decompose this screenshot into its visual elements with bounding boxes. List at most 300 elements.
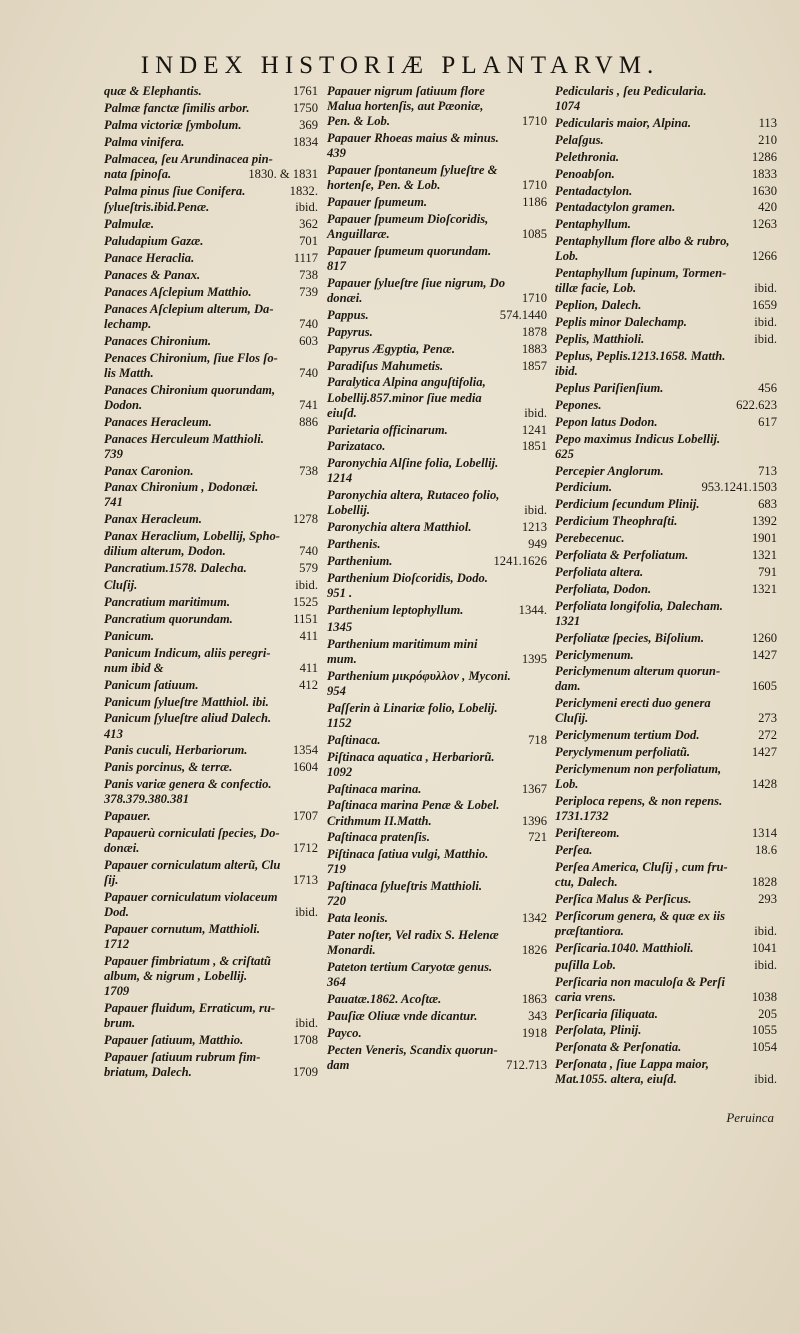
entry-page-number: ibid. bbox=[295, 905, 318, 920]
entry-page-number: 1354 bbox=[292, 743, 318, 758]
entry-term: 1345 bbox=[327, 619, 353, 634]
entry-page-number: 1151 bbox=[293, 611, 318, 626]
index-entry bbox=[104, 809, 318, 824]
index-entry bbox=[555, 497, 777, 512]
entry-page-number: 1427 bbox=[751, 647, 777, 662]
entry-page-number: 411 bbox=[299, 660, 318, 675]
index-entry bbox=[555, 415, 777, 430]
entry-page-number: 683 bbox=[758, 497, 777, 512]
entry-page-number: 740 bbox=[299, 544, 318, 559]
entry-term: Perſea. bbox=[555, 843, 593, 857]
index-entry bbox=[555, 432, 777, 462]
entry-term: Paſtinaca pratenſis. bbox=[327, 830, 430, 845]
index-entry bbox=[555, 860, 777, 890]
entry-term: Pepones. bbox=[555, 397, 602, 412]
index-entry bbox=[555, 582, 777, 597]
entry-term: Perſicaria ſiliquata. bbox=[555, 1006, 658, 1021]
entry-page-number: 617 bbox=[758, 414, 777, 429]
entry-page-number: 886 bbox=[299, 414, 318, 429]
entry-page-number: 1832. bbox=[289, 183, 318, 198]
index-entry bbox=[104, 351, 318, 381]
index-entry bbox=[104, 760, 318, 775]
entry-term: Peplus Pariſienſium. bbox=[555, 380, 664, 395]
entry-term: Peplis minor Dalechamp. bbox=[555, 315, 687, 330]
page-header: INDEX HISTORIÆ PLANTARVM. bbox=[140, 52, 660, 79]
index-entry bbox=[555, 133, 777, 148]
index-entry bbox=[104, 285, 318, 300]
entry-term: Panax Chironium , Dodonæi. 741 bbox=[104, 480, 259, 510]
index-entry bbox=[104, 922, 318, 952]
entry-term: Penoabſon. bbox=[555, 166, 615, 181]
entry-page-number: 622.623 bbox=[736, 397, 777, 412]
entry-page-number: ibid. bbox=[754, 957, 777, 972]
index-entry bbox=[327, 276, 547, 306]
entry-term: Pecten Veneris, Scandix quorun- dam bbox=[327, 1042, 498, 1072]
entry-page-number: 1395 bbox=[521, 651, 547, 666]
entry-page-number: 1605 bbox=[751, 679, 777, 694]
entry-page-number: 603 bbox=[299, 333, 318, 348]
entry-term: Pentadactylon. bbox=[555, 183, 633, 198]
entry-term: Pauatæ.1862. Acoſtæ. bbox=[327, 992, 442, 1007]
index-entry bbox=[555, 398, 777, 413]
entry-page-number: 412 bbox=[299, 677, 318, 692]
index-entry bbox=[327, 375, 547, 420]
entry-page-number: 1213 bbox=[521, 520, 547, 535]
index-entry bbox=[104, 711, 318, 741]
entry-term: Panax Heraclium, Lobellij, Spho- dilium alterum, Dodon. bbox=[104, 529, 280, 559]
entry-term: Papyrus. bbox=[327, 324, 373, 339]
entry-term: Papauer ſpumeum. bbox=[327, 195, 428, 210]
index-entry bbox=[327, 163, 547, 193]
entry-page-number: 1321 bbox=[751, 581, 777, 596]
index-entry bbox=[555, 464, 777, 479]
entry-term: Perſicaria.1040. Matthioli. bbox=[555, 940, 694, 955]
entry-term: Pancratium maritimum. bbox=[104, 595, 230, 610]
entry-term: Perſea America, Cluſij , cum fru- ctu, Dalech. bbox=[555, 859, 728, 889]
index-entry bbox=[104, 561, 318, 576]
entry-page-number: 293 bbox=[758, 891, 777, 906]
entry-page-number: 1761 bbox=[292, 84, 318, 98]
entry-page-number: 272 bbox=[758, 728, 777, 743]
entry-term: Penaces Chironium, ſiue Flos ſo- lis Matth. bbox=[104, 350, 278, 380]
index-entry bbox=[327, 620, 547, 635]
entry-page-number: 420 bbox=[758, 200, 777, 215]
index-entry bbox=[104, 251, 318, 266]
entry-page-number: 712.713 bbox=[506, 1057, 547, 1072]
entry-term: Percepier Anglorum. bbox=[555, 463, 664, 478]
index-entry bbox=[555, 531, 777, 546]
index-entry bbox=[555, 941, 777, 956]
entry-page-number: 113 bbox=[758, 115, 777, 130]
entry-page-number: ibid. bbox=[754, 1072, 777, 1087]
index-entry bbox=[327, 637, 547, 667]
entry-term: Perdicium ſecundum Plinij. bbox=[555, 497, 700, 512]
entry-page-number: 1186 bbox=[522, 195, 547, 210]
entry-term: Parthenium. bbox=[327, 554, 393, 569]
entry-term: Paronychia Alſine folia, Lobellij. 1214 bbox=[327, 456, 499, 486]
index-entry bbox=[327, 244, 547, 274]
entry-term: Papauer ſpontaneum ſylueſtre & hortenſe, Pen. & Lob. bbox=[327, 163, 498, 193]
entry-page-number: 1342 bbox=[521, 911, 547, 926]
entry-term: Perfoliata & Perfoliatum. bbox=[555, 547, 689, 562]
index-entry bbox=[327, 879, 547, 909]
index-entry bbox=[555, 696, 777, 726]
entry-term: Perſonata & Perſonatia. bbox=[555, 1040, 682, 1055]
entry-term: Perfoliata, Dodon. bbox=[555, 581, 652, 596]
entry-term: Pentaphyllum ſupinum, Tormen- tillæ facie, Lob. bbox=[555, 266, 727, 296]
entry-term: Papauer Rhoeas maius & minus. 439 bbox=[327, 131, 499, 161]
entry-page-number: 1901 bbox=[751, 531, 777, 546]
index-entry bbox=[327, 733, 547, 748]
entry-term: Periſtereom. bbox=[555, 826, 620, 841]
entry-term: Pepon latus Dodon. bbox=[555, 414, 658, 429]
entry-term: Paronychia altera Matthiol. bbox=[327, 520, 472, 535]
entry-page-number: 1604 bbox=[292, 760, 318, 775]
index-entry bbox=[327, 1026, 547, 1041]
index-entry bbox=[327, 782, 547, 797]
entry-page-number: ibid. bbox=[524, 405, 547, 420]
entry-term: Perfoliata longifolia, Dalecham. 1321 bbox=[555, 598, 723, 628]
index-entry bbox=[104, 578, 318, 593]
index-entry bbox=[104, 135, 318, 150]
entry-term: Papauer corniculatum violaceum Dod. bbox=[104, 890, 278, 920]
index-entry bbox=[104, 118, 318, 133]
index-entry bbox=[555, 794, 777, 824]
index-entry bbox=[104, 432, 318, 462]
entry-page-number: 1750 bbox=[292, 100, 318, 115]
entry-page-number: 205 bbox=[758, 1006, 777, 1021]
index-entry bbox=[555, 266, 777, 296]
entry-term: Perfoliatæ ſpecies, Biſolium. bbox=[555, 630, 705, 645]
entry-page-number: 1918 bbox=[521, 1025, 547, 1040]
index-entry bbox=[104, 184, 318, 199]
entry-page-number: ibid. bbox=[524, 503, 547, 518]
entry-term: Perfoliata altera. bbox=[555, 564, 644, 579]
entry-page-number: 1263 bbox=[751, 217, 777, 232]
index-entry bbox=[104, 464, 318, 479]
entry-term: Pancratium quorundam. bbox=[104, 611, 233, 626]
index-entry bbox=[555, 648, 777, 663]
entry-page-number: 953.1241.1503 bbox=[701, 480, 777, 495]
index-entry bbox=[327, 571, 547, 601]
index-entry bbox=[327, 603, 547, 618]
entry-page-number: 1709 bbox=[292, 1065, 318, 1080]
entry-term: Paludapium Gazæ. bbox=[104, 234, 204, 249]
entry-term: Perebecenuc. bbox=[555, 531, 625, 546]
entry-page-number: 1266 bbox=[751, 249, 777, 264]
index-entry bbox=[104, 101, 318, 116]
entry-page-number: ibid. bbox=[754, 315, 777, 330]
entry-page-number: 1428 bbox=[751, 777, 777, 792]
index-entry bbox=[104, 529, 318, 559]
entry-term: Pelethronia. bbox=[555, 149, 620, 164]
index-entry bbox=[327, 798, 547, 828]
index-entry bbox=[327, 439, 547, 454]
entry-page-number: 1710 bbox=[521, 291, 547, 305]
entry-page-number: 1710 bbox=[521, 178, 547, 193]
entry-page-number: 210 bbox=[758, 132, 777, 147]
entry-page-number: 1713 bbox=[292, 873, 318, 888]
entry-page-number: ibid. bbox=[754, 923, 777, 938]
index-entry bbox=[327, 359, 547, 374]
index-entry bbox=[555, 315, 777, 330]
entry-term: Paſtinaca ſylueſtris Matthioli. 720 bbox=[327, 879, 482, 909]
entry-term: Pappus. bbox=[327, 307, 369, 322]
index-entry bbox=[104, 268, 318, 283]
index-entry bbox=[555, 381, 777, 396]
index-entry bbox=[327, 308, 547, 323]
entry-term: Palmacea, ſeu Arundinacea pin- nata ſpinoſa. bbox=[104, 151, 273, 181]
entry-term: Peplis, Matthioli. bbox=[555, 331, 645, 346]
entry-term: Panaces Chironium. bbox=[104, 333, 212, 348]
entry-term: Periclymenum non perfoliatum, Lob. bbox=[555, 762, 722, 792]
index-entry bbox=[555, 167, 777, 182]
entry-term: Panax Heracleum. bbox=[104, 512, 202, 527]
index-entry bbox=[327, 537, 547, 552]
entry-page-number: 343 bbox=[528, 1009, 547, 1024]
entry-term: Periclymenum. bbox=[555, 647, 634, 662]
entry-page-number: 1396 bbox=[521, 813, 547, 828]
index-entry bbox=[104, 646, 318, 676]
entry-term: Paſtinaca marina. bbox=[327, 781, 422, 796]
index-column-1 bbox=[104, 84, 318, 1082]
entry-term: quæ & Elephantis. bbox=[104, 84, 202, 98]
entry-term: Perſica Malus & Perſicus. bbox=[555, 891, 692, 906]
index-entry bbox=[555, 184, 777, 199]
entry-page-number: 1833 bbox=[751, 166, 777, 181]
index-entry bbox=[555, 1040, 777, 1055]
entry-term: Periclymenum alterum quorun- dam. bbox=[555, 664, 721, 694]
entry-page-number: 456 bbox=[758, 380, 777, 395]
entry-term: Piſtinaca ſatiua vulgi, Matthio. 719 bbox=[327, 847, 489, 877]
entry-term: Paralytica Alpina anguſtifolia, Lobellij.857.minor ſiue media eiuſd. bbox=[327, 375, 486, 420]
entry-term: Perſicorum genera, & quæ ex iis præſtantiora. bbox=[555, 908, 726, 938]
entry-term: Pateton tertium Caryotæ genus. 364 bbox=[327, 960, 493, 990]
index-entry bbox=[555, 150, 777, 165]
index-entry bbox=[327, 750, 547, 780]
index-entry bbox=[327, 701, 547, 731]
entry-page-number: 1525 bbox=[292, 595, 318, 610]
entry-page-number: 1659 bbox=[751, 298, 777, 313]
entry-term: Perſolata, Plinij. bbox=[555, 1023, 642, 1038]
index-entry bbox=[555, 909, 777, 939]
entry-page-number: 1851 bbox=[521, 439, 547, 454]
entry-page-number: 1708 bbox=[292, 1033, 318, 1048]
entry-term: Papauer ſatiuum, Matthio. bbox=[104, 1033, 244, 1048]
entry-term: Pedicularis maior, Alpina. bbox=[555, 115, 691, 130]
entry-page-number: 721 bbox=[528, 830, 547, 845]
entry-page-number: 1863 bbox=[521, 992, 547, 1007]
entry-term: Parizataco. bbox=[327, 439, 386, 454]
entry-term: Pelaſgus. bbox=[555, 132, 604, 147]
entry-page-number: 738 bbox=[299, 463, 318, 478]
entry-page-number: 740 bbox=[299, 316, 318, 331]
entry-page-number: 718 bbox=[528, 732, 547, 747]
entry-term: Panicum. bbox=[104, 628, 155, 643]
entry-page-number: ibid. bbox=[754, 281, 777, 296]
entry-page-number: 791 bbox=[758, 564, 777, 579]
entry-term: Papauer ſpumeum Dioſcoridis, Anguillaræ. bbox=[327, 211, 489, 242]
entry-page-number: 1427 bbox=[751, 745, 777, 760]
entry-term: Peplus, Peplis.1213.1658. Matth. ibid. bbox=[555, 348, 726, 378]
entry-page-number: 579 bbox=[299, 561, 318, 576]
index-column-3 bbox=[555, 84, 777, 1089]
index-entry bbox=[555, 728, 777, 743]
index-entry bbox=[104, 302, 318, 332]
entry-term: Paſtinaca. bbox=[327, 732, 381, 747]
entry-page-number: 1241 bbox=[521, 422, 547, 437]
entry-page-number: 1392 bbox=[751, 514, 777, 529]
entry-page-number: 1038 bbox=[751, 989, 777, 1004]
entry-term: Palma vinifera. bbox=[104, 134, 185, 149]
index-entry bbox=[555, 84, 777, 114]
entry-page-number: 1241.1626 bbox=[493, 554, 547, 569]
index-entry bbox=[555, 1023, 777, 1038]
entry-term: Pancratium.1578. Dalecha. bbox=[104, 561, 247, 576]
entry-page-number: 1878 bbox=[521, 324, 547, 339]
index-entry bbox=[104, 595, 318, 610]
index-entry bbox=[555, 745, 777, 760]
index-entry bbox=[555, 826, 777, 841]
index-entry bbox=[327, 84, 547, 129]
entry-page-number: 739 bbox=[299, 284, 318, 299]
entry-term: ſylueſtris.ibid.Penæ. bbox=[104, 200, 210, 215]
entry-term: Piſtinaca aquatica , Herbariorũ. 1092 bbox=[327, 749, 495, 779]
entry-term: Parthenium leptophyllum. bbox=[327, 602, 464, 617]
index-entry bbox=[555, 892, 777, 907]
entry-term: Peplion, Dalech. bbox=[555, 298, 642, 313]
index-entry bbox=[555, 332, 777, 347]
index-entry bbox=[104, 954, 318, 999]
entry-term: Panicum ſylueſtre Matthiol. ibi. bbox=[104, 694, 269, 709]
entry-page-number: ibid. bbox=[295, 200, 318, 215]
entry-term: Panicum ſylueſtre aliud Dalech. 413 bbox=[104, 711, 272, 741]
index-entry bbox=[327, 830, 547, 845]
entry-page-number: 1055 bbox=[751, 1023, 777, 1038]
index-entry bbox=[104, 678, 318, 693]
entry-term: Pentaphyllum. bbox=[555, 217, 631, 232]
index-entry bbox=[104, 512, 318, 527]
index-entry bbox=[555, 1057, 777, 1087]
entry-term: Pater noſter, Vel radix S. Helenæ Monardi. bbox=[327, 928, 499, 958]
index-entry bbox=[327, 911, 547, 926]
entry-page-number: 1321 bbox=[751, 547, 777, 562]
entry-page-number: 1834 bbox=[292, 134, 318, 149]
index-entry bbox=[327, 847, 547, 877]
entry-page-number: 18.6 bbox=[754, 843, 777, 857]
entry-term: Palmulæ. bbox=[104, 217, 155, 232]
entry-term: Periclymenum tertium Dod. bbox=[555, 728, 700, 743]
entry-term: Panax Caronion. bbox=[104, 463, 194, 478]
entry-page-number: ibid. bbox=[295, 1016, 318, 1031]
index-entry bbox=[104, 777, 318, 807]
index-entry bbox=[327, 488, 547, 518]
entry-term: Papauer nigrum ſatiuum flore Malua hortenſis, aut Pæoniæ, Pen. & Lob. bbox=[327, 84, 485, 129]
entry-term: Pentadactylon gramen. bbox=[555, 200, 676, 215]
entry-term: Palmæ fanctæ ſimilis arbor. bbox=[104, 100, 250, 115]
index-entry bbox=[555, 217, 777, 232]
entry-term: Paſſerin à Linariæ folio, Lobelij. 1152 bbox=[327, 700, 498, 730]
entry-term: Parietaria officinarum. bbox=[327, 422, 448, 437]
entry-term: Pepo maximus Indicus Lobellij. 625 bbox=[555, 431, 721, 461]
index-entry bbox=[327, 928, 547, 958]
entry-page-number: 1260 bbox=[751, 630, 777, 645]
index-entry bbox=[327, 325, 547, 340]
entry-term: Panicum Indicum, aliis peregri- num ibid & bbox=[104, 645, 271, 675]
entry-term: Panaces Chironium quorundam, Dodon. bbox=[104, 382, 276, 412]
entry-page-number: 738 bbox=[299, 268, 318, 282]
index-entry bbox=[555, 514, 777, 529]
entry-term: Periclymeni erecti duo genera Cluſij. bbox=[555, 696, 711, 726]
index-entry bbox=[104, 612, 318, 627]
entry-term: Palma victoriæ ſymbolum. bbox=[104, 117, 242, 132]
entry-page-number: 1041 bbox=[751, 940, 777, 955]
index-entry bbox=[327, 195, 547, 210]
index-entry bbox=[555, 349, 777, 379]
entry-page-number: 1278 bbox=[292, 512, 318, 527]
entry-term: Cluſij. bbox=[104, 578, 138, 593]
index-entry bbox=[327, 342, 547, 357]
index-entry bbox=[327, 992, 547, 1007]
entry-term: Panis porcinus, & terræ. bbox=[104, 760, 233, 775]
entry-term: Peryclymenum perfoliatũ. bbox=[555, 745, 691, 760]
index-entry bbox=[327, 212, 547, 242]
index-entry bbox=[104, 1050, 318, 1080]
entry-term: Panaces Herculeum Matthioli. 739 bbox=[104, 431, 264, 461]
index-entry bbox=[327, 423, 547, 438]
entry-term: Panaces Aſclepium Matthio. bbox=[104, 284, 252, 299]
index-entry bbox=[104, 826, 318, 856]
entry-term: Paradiſus Mahumetis. bbox=[327, 358, 444, 373]
entry-term: Periploca repens, & non repens. 1731.1732 bbox=[555, 794, 723, 824]
index-entry bbox=[104, 890, 318, 920]
index-entry bbox=[104, 234, 318, 249]
index-entry bbox=[555, 565, 777, 580]
entry-term: Parthenium Dioſcoridis, Dodo. 951 . bbox=[327, 570, 488, 601]
index-entry bbox=[104, 334, 318, 349]
entry-page-number: 1085 bbox=[521, 227, 547, 242]
index-entry bbox=[104, 383, 318, 413]
entry-term: Palma pinus ſiue Conifera. bbox=[104, 183, 246, 198]
entry-term: Papauerù corniculati ſpecies, Do- donæi. bbox=[104, 826, 280, 856]
entry-term: Perſicaria non maculoſa & Perſi caria vrens. bbox=[555, 974, 726, 1004]
entry-term: Perdicium. bbox=[555, 480, 613, 495]
entry-page-number: 1367 bbox=[521, 781, 547, 796]
entry-term: Panaces Aſclepium alterum, Da- lechamp. bbox=[104, 301, 274, 331]
entry-page-number: 273 bbox=[758, 711, 777, 726]
entry-page-number: 369 bbox=[299, 117, 318, 132]
index-entry bbox=[104, 743, 318, 758]
index-entry bbox=[555, 298, 777, 313]
index-entry bbox=[104, 695, 318, 710]
index-entry bbox=[555, 664, 777, 694]
entry-term: Paronychia altera, Rutaceo folio, Lobellij. bbox=[327, 488, 500, 518]
entry-term: Parthenium μικρόφυλλον , Myconi. 954 bbox=[327, 668, 511, 698]
entry-term: Panis variæ genera & confectio. 378.379.380.381 bbox=[104, 777, 272, 807]
entry-page-number: 362 bbox=[299, 217, 318, 232]
entry-page-number: 741 bbox=[299, 397, 318, 412]
index-entry bbox=[104, 1001, 318, 1031]
entry-term: Panaces Heracleum. bbox=[104, 414, 212, 429]
index-entry bbox=[104, 415, 318, 430]
entry-term: Papauer fluidum, Erraticum, ru- brum. bbox=[104, 1001, 276, 1031]
entry-term: Panaces & Panax. bbox=[104, 268, 201, 282]
entry-term: Pauſiæ Oliuæ vnde dicantur. bbox=[327, 1009, 478, 1024]
index-entry bbox=[327, 554, 547, 569]
index-entry bbox=[327, 1009, 547, 1024]
entry-term: Papauer corniculatum alterũ, Clu ſij. bbox=[104, 858, 281, 888]
entry-term: Paſtinaca marina Penæ & Lobel. Crithmum II.Matth. bbox=[327, 798, 500, 828]
